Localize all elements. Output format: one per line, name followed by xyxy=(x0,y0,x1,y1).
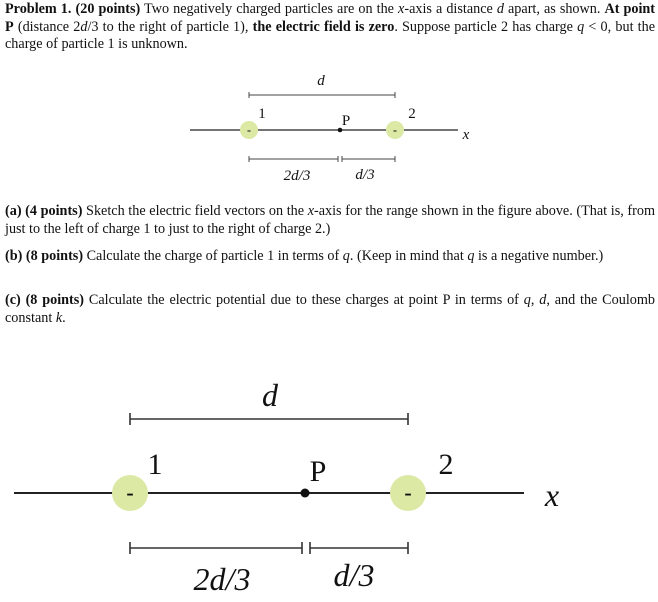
part-a-label: (a) (4 points) xyxy=(5,203,83,219)
part-c-text: Calculate the electric potential due to these charges at point P in terms of xyxy=(84,292,524,308)
label-d: d xyxy=(317,73,325,89)
statement-bold: the electric field is zero xyxy=(252,18,395,35)
statement-text: /3 to the right of particle 1), xyxy=(87,18,253,35)
statement-text: < 0, but the charge of particle 1 is unknown. xyxy=(5,18,656,52)
label-d: d xyxy=(262,377,278,413)
label-2d3: 2d/3 xyxy=(193,561,251,597)
figure-small xyxy=(0,62,658,192)
part-a-text: Sketch the electric field vectors on the xyxy=(82,203,308,219)
var-x: x xyxy=(307,203,314,219)
part-b-text: is a negative number.) xyxy=(474,248,604,264)
problem-statement xyxy=(5,1,655,54)
part-c-text: , xyxy=(530,292,540,308)
charge-2-sign: - xyxy=(393,123,397,137)
label-p: P xyxy=(309,455,327,488)
part-c-text: . xyxy=(62,309,66,326)
problem-points: (20 points) xyxy=(75,1,141,17)
part-b-text: . (Keep in mind that xyxy=(349,248,468,264)
part-b xyxy=(5,248,655,266)
label-2: 2 xyxy=(408,106,416,122)
label-2d3: 2d/3 xyxy=(283,168,311,184)
charge-1-sign: - xyxy=(126,480,134,505)
statement-text: . Suppose particle 2 has charge xyxy=(394,18,578,35)
statement-text: Two negatively charged particles are on the xyxy=(140,1,399,17)
var-q: q xyxy=(467,248,475,264)
statement-bold: At point P xyxy=(5,1,656,35)
charge-2-sign: - xyxy=(404,480,412,505)
part-c-label: (c) (8 points) xyxy=(5,292,85,308)
charge-1-sign: - xyxy=(247,123,251,137)
label-x: x xyxy=(544,477,560,513)
var-q: q xyxy=(523,292,531,308)
part-c xyxy=(5,292,655,327)
part-c-text: , and the Coulomb constant xyxy=(5,292,655,326)
label-d3: d/3 xyxy=(333,557,375,593)
part-b-text: Calculate the charge of particle 1 in terms of xyxy=(83,248,343,264)
var-q: q xyxy=(342,248,350,264)
var-d: d xyxy=(80,18,88,35)
var-k: k xyxy=(55,309,63,326)
part-a xyxy=(5,203,655,238)
point-p xyxy=(301,489,310,498)
var-q: q xyxy=(577,18,585,35)
label-x: x xyxy=(462,127,470,143)
statement-text: apart, as shown. xyxy=(503,1,605,17)
var-d: d xyxy=(496,1,504,17)
var-x: x xyxy=(398,1,405,17)
problem-heading: Problem 1. xyxy=(5,1,72,17)
figure-large xyxy=(0,346,658,602)
statement-text: -axis a distance xyxy=(404,1,497,17)
label-p: P xyxy=(341,113,351,129)
label-2: 2 xyxy=(438,448,454,481)
label-d3: d/3 xyxy=(355,167,375,183)
part-a-text: -axis for the range shown in the figure above. (That is, from just to the left of charge 1 to just to the right of charge 2.) xyxy=(5,203,655,237)
label-1: 1 xyxy=(147,448,163,481)
statement-text: (distance 2 xyxy=(13,18,81,35)
var-d: d xyxy=(539,292,547,308)
label-1: 1 xyxy=(258,106,266,122)
part-b-label: (b) (8 points) xyxy=(5,248,84,264)
